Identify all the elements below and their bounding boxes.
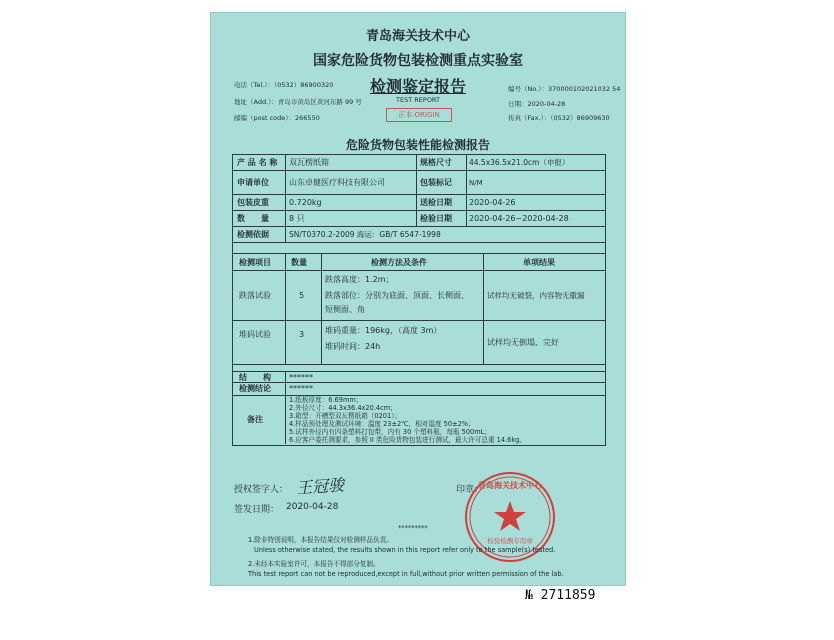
table-row	[233, 321, 605, 365]
basis-label: 检测依据	[237, 230, 269, 239]
sent-value: 2020-04-26	[469, 198, 516, 207]
conclusion-row	[233, 383, 605, 396]
original-stamp: 正本·ORIGIN	[386, 108, 452, 122]
tare-value: 0.720kg	[289, 198, 322, 207]
issue-date-label: 签发日期：	[234, 505, 280, 515]
test-date-value: 2020-04-26~2020-04-28	[469, 214, 569, 223]
fax-text: 传真（Fax.）：（0532）86909630	[508, 114, 610, 122]
drop-cond-3: 短侧面、角	[325, 305, 365, 314]
stack-test-qty: 3	[299, 330, 305, 339]
footer-note-4: This test report can not be reproduced,except in full,without prior written permission of the lab.	[248, 570, 564, 578]
note-4: 4.样品预处理及测试环境：温度 23±2℃，相对湿度 50±2%；	[289, 420, 475, 428]
note-6: 6.应客户委托测要求，参照 II 类危险货物包装进行测试，最大许可总重 14.6kg。	[289, 436, 526, 444]
footer-note-1: 1.除非特别说明，本报告结果仅对检测样品负责。	[248, 536, 393, 544]
drop-result: 试样均无破裂，内容物无撒漏	[487, 291, 585, 300]
lab-title: 国家危险货物包装检测重点实验室	[313, 53, 523, 69]
product-value: 双瓦楞纸箱	[289, 158, 329, 167]
col-result: 单项结果	[523, 258, 555, 267]
seal-bottom-text: 检验检测专用章	[487, 537, 533, 545]
tel-text: 电话（Tel.）：（0532）86900320	[234, 81, 334, 89]
org-title: 青岛海关技术中心	[365, 29, 470, 44]
note-3: 3.箱型：开槽型双瓦楞纸箱（0201）；	[289, 412, 402, 420]
mark-value: N/M	[469, 179, 483, 187]
basis-value: SN/T0370.2-2009 海运：GB/T 6547-1998	[289, 230, 441, 239]
stack-cond-1: 堆码重量：196kg，（高度 3m）	[325, 326, 442, 335]
note-5: 5.试样外径内有四条塑料打包带，内有 30 个塑料瓶，每瓶 500mL；	[289, 428, 491, 436]
signer-label: 授权签字人：	[234, 485, 289, 495]
drop-test-qty: 5	[299, 291, 305, 300]
row-applicant	[233, 171, 605, 195]
test-header-row	[233, 253, 605, 271]
serial-number: № 2711859	[525, 588, 596, 603]
postcode-text: 邮编（post code）：266550	[234, 114, 320, 122]
issue-date-value: 2020-04-28	[286, 502, 339, 512]
note-2: 2.外径尺寸：44.3x36.4x20.4cm；	[289, 404, 397, 412]
table-row	[233, 271, 605, 321]
section-title: 危险货物包装性能检测报告	[345, 138, 490, 152]
stack-cond-2: 堆码时间：24h	[325, 342, 381, 351]
col-item: 检测项目	[239, 258, 271, 267]
col-cond: 检测方法及条件	[371, 258, 427, 267]
row-basis	[233, 227, 605, 243]
product-label: 产 品 名 称	[237, 158, 278, 167]
seal-label: 印章：	[456, 485, 484, 495]
drop-test-item: 跌落试验	[239, 291, 271, 300]
conclusion-value: ******	[289, 384, 313, 393]
stack-test-item: 堆码试验	[239, 330, 271, 339]
address-text: 地址（Add.）：青岛市黄岛区黄河东路 99 号	[234, 98, 362, 106]
row-product	[233, 155, 605, 171]
tare-label: 包装皮重	[237, 198, 269, 207]
report-title: 检测鉴定报告	[369, 77, 466, 96]
applicant-label: 申请单位	[237, 178, 269, 187]
signer-signature: 王冠骏	[295, 475, 345, 498]
drop-cond-1: 跌落高度：1.2m；	[325, 275, 394, 284]
row-qty	[233, 211, 605, 227]
qty-value: 8 只	[289, 214, 305, 223]
notes-row	[233, 396, 605, 444]
report-number: 编号（No.）：370000102021032 54	[508, 85, 621, 93]
seal-ring-text: 青岛海关技术中心	[478, 481, 542, 490]
notes-label: 备注	[247, 415, 263, 424]
col-qty: 数量	[291, 258, 307, 267]
spec-value: 44.5x36.5x21.0cm（申报）	[469, 158, 570, 167]
footer-note-3: 2.未经本实验室许可，本报告不得部分复制。	[248, 560, 380, 568]
qty-label: 数 量	[237, 214, 269, 223]
spec-label: 规格尺寸	[420, 158, 452, 167]
report-subtitle: TEST REPORT	[396, 96, 440, 104]
footer-dots: *********	[398, 524, 428, 532]
struct-row	[233, 371, 605, 383]
stack-result: 试样均无倒塌、完好	[487, 338, 559, 347]
row-tare	[233, 195, 605, 211]
struct-value: ******	[289, 373, 313, 382]
footer-note-2: Unless otherwise stated, the results shown in this report refer only to the sample(s) tested.	[254, 546, 556, 554]
mark-label: 包装标记	[420, 178, 452, 187]
note-1: 1.纸板厚度：6.69mm；	[289, 396, 363, 404]
drop-cond-2: 跌落部位：分别为底面、顶面、长侧面、	[325, 291, 469, 300]
report-table	[232, 154, 606, 446]
struct-label: 结 构	[239, 373, 271, 382]
conclusion-label: 检测结论	[239, 384, 271, 393]
sent-label: 送检日期	[420, 198, 452, 207]
test-date-label: 检验日期	[420, 214, 452, 223]
report-date: 日期：2020-04-28	[508, 100, 566, 108]
report-sheet	[210, 12, 626, 586]
applicant-value: 山东卓健医疗科技有限公司	[289, 178, 385, 187]
